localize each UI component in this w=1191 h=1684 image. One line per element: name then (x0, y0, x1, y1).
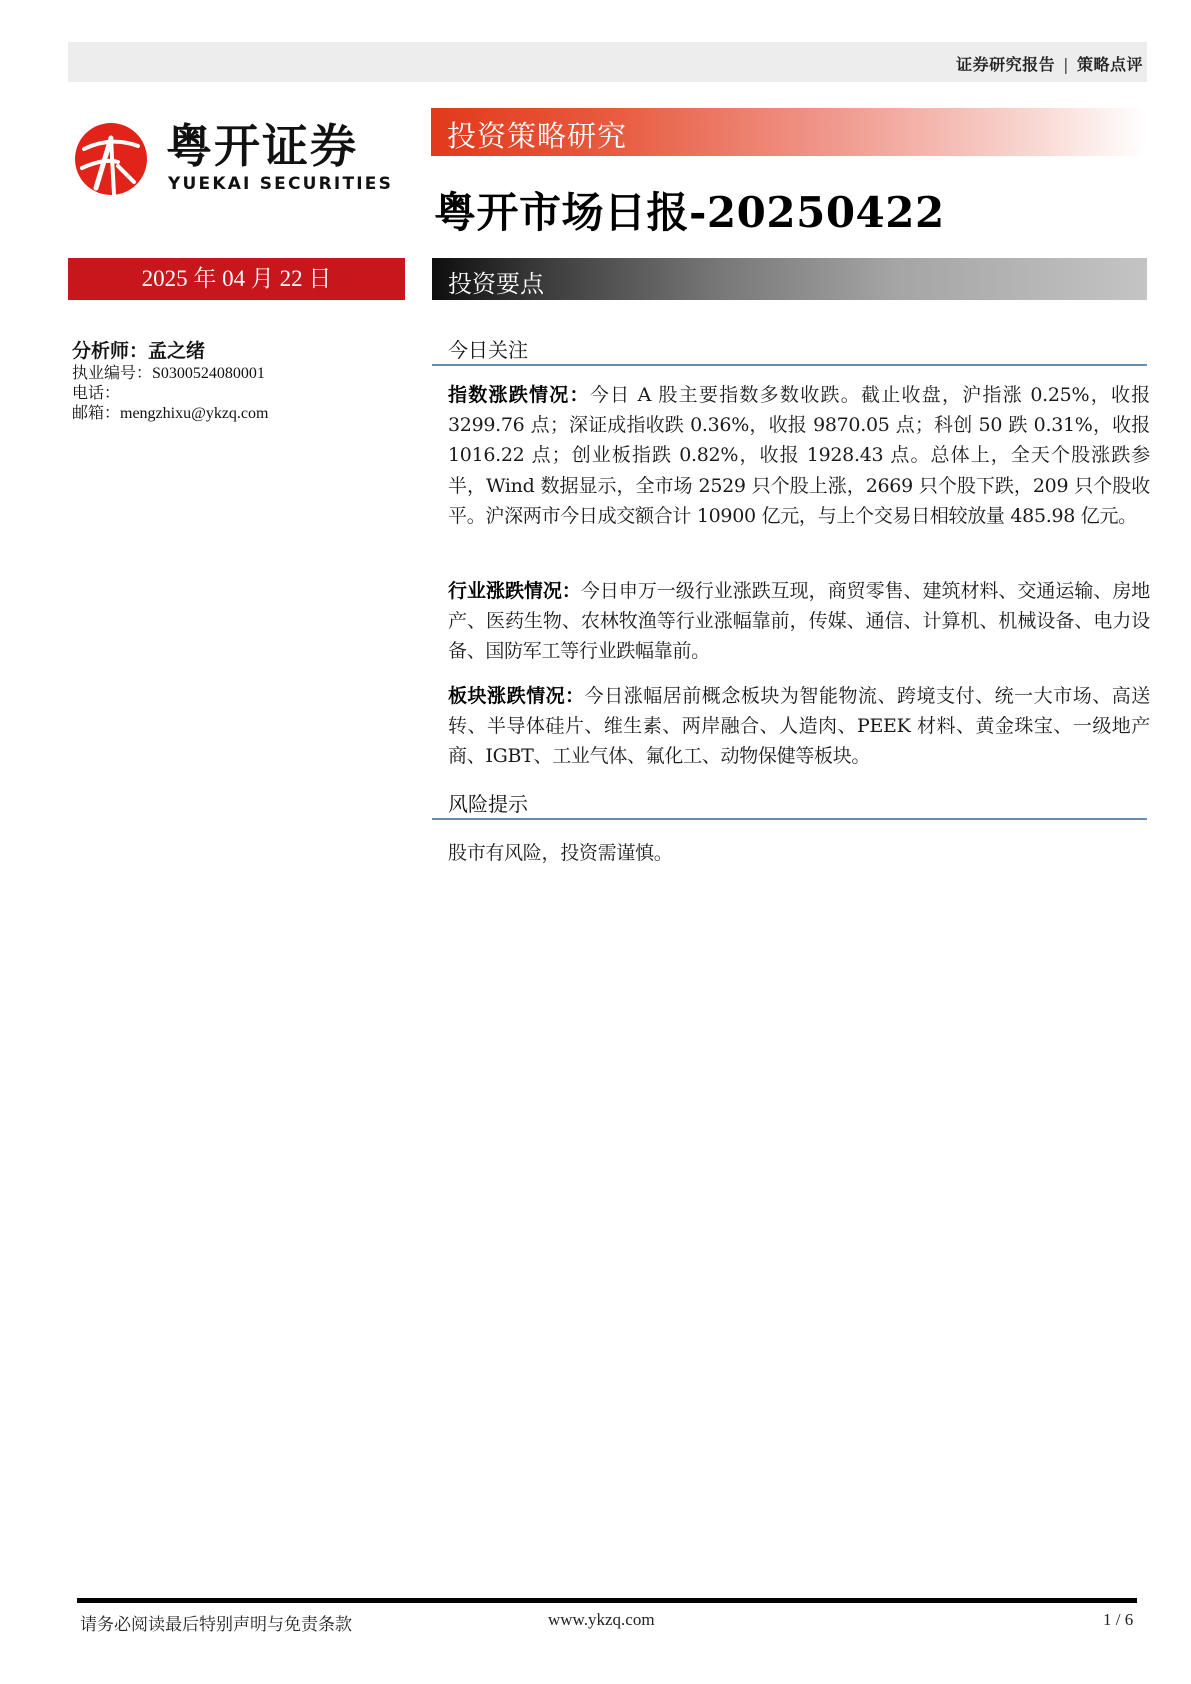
footer-divider (77, 1598, 1137, 1603)
yuekai-logo-icon (74, 122, 148, 196)
paragraph-lead: 板块涨跌情况： (448, 685, 585, 707)
paragraph-sector-movement (448, 681, 1150, 772)
report-category: 证券研究报告 (956, 55, 1056, 74)
report-date: 2025 年 04 月 22 日 (68, 258, 405, 300)
risk-header-label: 风险提示 (448, 792, 528, 816)
footer-disclaimer: 请务必阅读最后特别声明与免责条款 (80, 1615, 352, 1634)
report-type-band (68, 42, 1147, 82)
logo-name-en: YUEKAI SECURITIES (168, 174, 394, 194)
company-logo (74, 119, 404, 202)
section-header-risk (432, 788, 1147, 820)
footer-website[interactable]: www.ykzq.com (548, 1610, 655, 1629)
separator: | (1063, 55, 1069, 74)
paragraph-lead: 行业涨跌情况： (448, 580, 581, 602)
analyst-phone: 电话： (72, 385, 121, 402)
paragraph-text: 今日 A 股主要指数多数收跌。截止收盘，沪指涨 0.25%，收报 3299.76 点；深证成指收跌 0.36%，收报 9870.05 点；科创 50 跌 0.31%，收报 1016.22 点；创业板指跌 0.82%，收报 1928.43 点。总体上，全天个股涨跌参半，Wind 数据显示，全市场 2529 只个股上涨，2669 只个股下跌，209 只个股收平。沪深两市今日成交额合计 10900 亿元，与上个交易日相较放量 485.98 亿元。 (448, 384, 1150, 527)
analyst-info (72, 338, 268, 424)
analyst-name: 分析师：孟之绪 (72, 340, 206, 362)
page-number: 1 / 6 (1103, 1610, 1134, 1629)
logo-name-cn: 粤开证券 (166, 119, 358, 173)
report-subtype: 策略点评 (1076, 55, 1143, 74)
section-header-focus (432, 334, 1147, 366)
paragraph-lead: 指数涨跌情况： (448, 384, 590, 406)
paragraph-text: 今日涨幅居前概念板块为智能物流、跨境支付、统一大市场、高送转、半导体硅片、维生素、两岸融合、人造肉、PEEK 材料、黄金珠宝、一级地产商、IGBT、工业气体、氟化工、动物保健等板块。 (448, 685, 1150, 768)
focus-header-label: 今日关注 (448, 338, 528, 362)
key-points-bar (432, 258, 1147, 300)
paragraph-index-movement (448, 380, 1150, 531)
analyst-license: 执业编号：S0300524080001 (72, 365, 265, 382)
analyst-email[interactable]: 邮箱：mengzhixu@ykzq.com (72, 405, 269, 422)
section-label: 投资策略研究 (447, 119, 628, 153)
report-type (956, 52, 1143, 75)
paragraph-industry-movement (448, 576, 1150, 667)
key-points-label: 投资要点 (448, 270, 544, 298)
document-title: 粤开市场日报-20250422 (434, 188, 945, 237)
section-banner (431, 108, 1147, 156)
risk-text: 股市有风险，投资需谨慎。 (448, 842, 673, 864)
paragraph-text: 今日申万一级行业涨跌互现，商贸零售、建筑材料、交通运输、房地产、医药生物、农林牧渔等行业涨幅靠前，传媒、通信、计算机、机械设备、电力设备、国防军工等行业跌幅靠前。 (448, 580, 1150, 663)
